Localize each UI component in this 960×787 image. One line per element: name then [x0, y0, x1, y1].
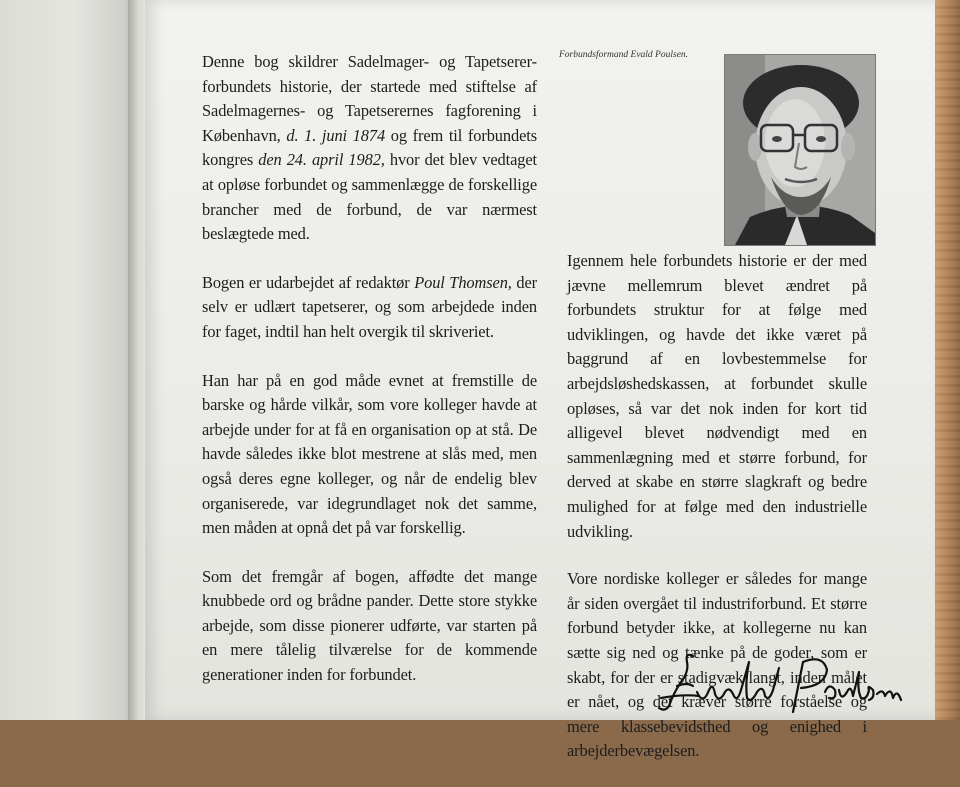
- nordic-paragraph: Vore nordiske kolleger er således for mange år siden overgået til industriforbund. Et større forbund betyder ikke, at kollegerne nu kan sætte sig ned og tænke på de goder, som er skabt, for der er stadigvæk langt, inden målet er nået, og det kræver større forståelse og mere klassebevidsthed og enighed i arbejderbevægelsen.: [567, 569, 867, 761]
- intro-paragraph: Denne bog skildrer Sadelmager- og Tapetserer-forbundets historie, der startede med stiftelse af Sadelmagernes- og Tapetserernes fagforening i København, d. 1. juni 1874 og frem til forbundets kongres den 24. april 1982, hvor det blev vedtaget at opløse forbundet og sammenlægge de forskellige brancher med de forbund, de var nærmest beslægtede med.: [202, 52, 537, 244]
- portrait-caption: Forbundsformand Evald Poulsen.: [559, 50, 689, 60]
- history-paragraph: Han har på en god måde evnet at fremstille de barske og hårde vilkår, som vore kolleger havde at arbejde under for at få en organisation op at stå. De havde således ikke blot mestrene at slås med, men også deres egne kolleger, og når de endelig blev organiserede, var idegrundlaget nok det samme, men måden at opnå det på var forskellig.: [202, 370, 537, 538]
- portrait-photo: [724, 54, 876, 246]
- left-text-column: [202, 50, 537, 712]
- pioneers-paragraph: Som det fremgår af bogen, affødte det mange knubbede ord og brådne pander. Dette store stykke arbejde, som disse pionerer udførte, var starten på en mere tålelig tilværelse for de kommende generationer inden for forbundet.: [202, 566, 537, 685]
- structure-paragraph: Igennem hele forbundets historie er der med jævne mellemrum blevet ændret på forbundets struktur for at følge med udviklingen, og havde det ikke været på baggrund af en lovbestemmelse for arbejdsløshedskassen, at forbundet skulle opløses, så var det nok inden for kort tid alligevel blevet nødvendigt med en sammenlægning med et større forbund, for derved at skabe en større slagkraft og bedre mulighed for at følge med den industrielle udvikling.: [567, 251, 867, 541]
- author-paragraph: Bogen er udarbejdet af redaktør Poul Thomsen, der selv er udlært tapetserer, og som arbejdede inden for faget, indtil han helt overgik til skriveriet.: [202, 272, 538, 341]
- book-page: [145, 0, 935, 761]
- left-blank-page: [0, 0, 135, 720]
- signature: [653, 642, 903, 720]
